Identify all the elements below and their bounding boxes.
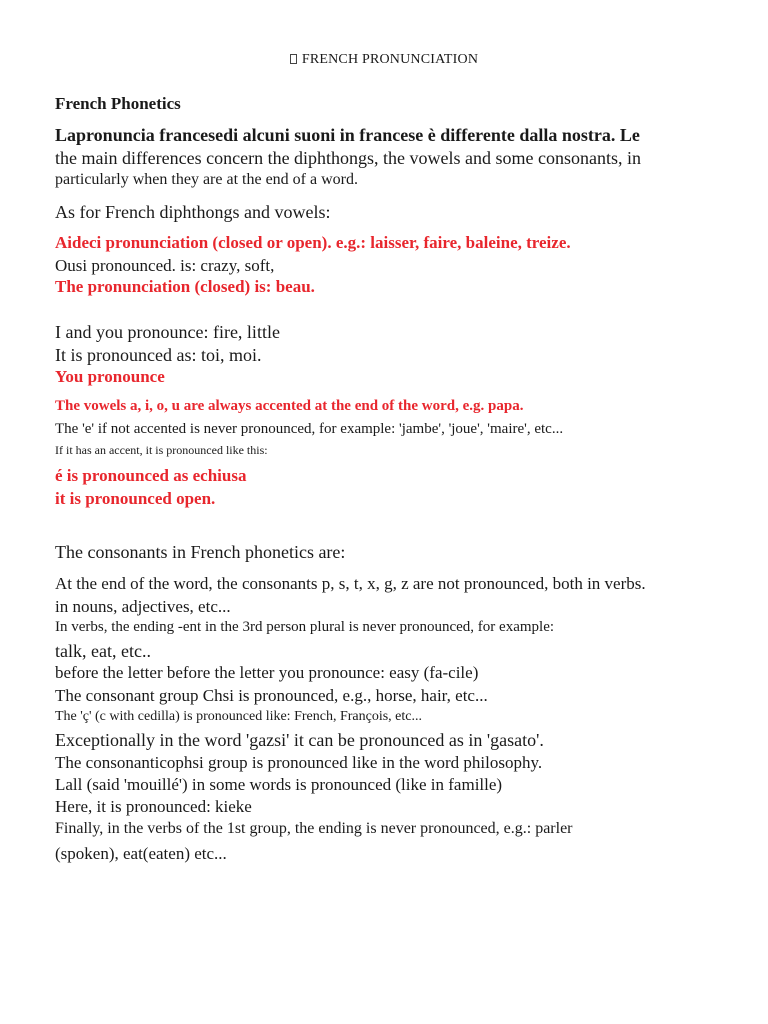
consonant-ent-examples: talk, eat, etc.. [55, 641, 151, 661]
consonant-ll-rule: Lall (said 'mouillé') in some words is pronounced (like in famille) [55, 775, 503, 794]
consonant-before-letter: before the letter before the letter you pronounce: easy (fa-cile) [55, 663, 479, 682]
consonant-cedilla-rule: The 'ç' (c with cedilla) is pronounced like: French, François, etc... [55, 709, 422, 724]
consonant-er-line-2: (spoken), eat(eaten) etc... [55, 844, 227, 863]
consonant-ch-rule: The consonant group Chsi is pronounced, e.g., horse, hair, etc... [55, 686, 488, 705]
intro-line-3: particularly when they are at the end of a word. [55, 171, 358, 188]
consonant-gazsi-rule: Exceptionally in the word 'gazsi' it can be pronounced as in 'gasato'. [55, 730, 544, 750]
vowels-intro: As for French diphthongs and vowels: [55, 202, 331, 222]
vowel-rule-ai: Aideci pronunciation (closed or open). e.g.: laisser, faire, baleine, treize. [55, 233, 571, 252]
document-title-text: FRENCH PRONUNCIATION [301, 52, 479, 67]
vowel-rule-ou: Ousi pronounced. is: crazy, soft, [55, 256, 275, 275]
vowel-rule-i: I and you pronounce: fire, little [55, 322, 280, 342]
vowel-rule-e: The 'e' if not accented is never pronounced, for example: 'jambe', 'joue', 'maire', etc... [55, 421, 564, 437]
document-title [0, 52, 768, 68]
missing-glyph-icon [290, 54, 297, 64]
consonant-ph-rule: The consonanticophsi group is pronounced like in the word philosophy. [55, 753, 543, 772]
consonant-ent-rule: In verbs, the ending -ent in the 3rd person plural is never pronounced, for example: [55, 619, 555, 635]
section-heading: French Phonetics [55, 94, 181, 113]
intro-line-2: the main differences concern the diphthongs, the vowels and some consonants, in [55, 148, 642, 168]
consonant-end-line-2: in nouns, adjectives, etc... [55, 597, 231, 616]
consonant-er-line-1: Finally, in the verbs of the 1st group, the ending is never pronounced, e.g.: parler [55, 820, 573, 837]
consonant-here-rule: Here, it is pronounced: kieke [55, 797, 252, 816]
vowel-rule-you: You pronounce [55, 367, 165, 386]
vowel-rule-open: it is pronounced open. [55, 489, 216, 508]
consonants-intro: The consonants in French phonetics are: [55, 542, 346, 562]
vowel-accent-note: If it has an accent, it is pronounced like this: [55, 443, 268, 457]
vowel-rule-closed: The pronunciation (closed) is: beau. [55, 277, 315, 296]
vowel-rule-oi: It is pronounced as: toi, moi. [55, 345, 262, 365]
intro-line-1: Lapronuncia francesedi alcuni suoni in francese è differente dalla nostra. Le [55, 125, 640, 145]
vowel-rule-accent: The vowels a, i, o, u are always accented at the end of the word, e.g. papa. [55, 398, 524, 414]
consonant-end-line-1: At the end of the word, the consonants p, s, t, x, g, z are not pronounced, both in verbs. [55, 574, 646, 593]
vowel-rule-e-acute: é is pronounced as echiusa [55, 466, 247, 485]
